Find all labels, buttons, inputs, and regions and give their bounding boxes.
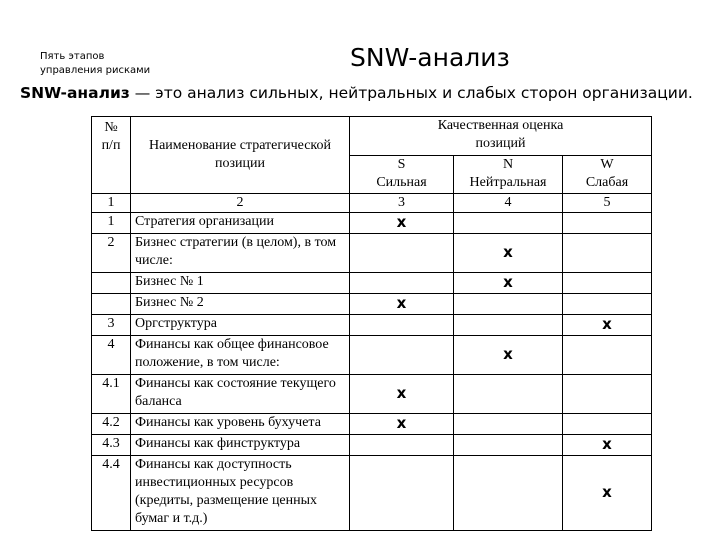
table-row	[92, 336, 652, 375]
row-number	[92, 273, 131, 294]
header-name	[131, 117, 350, 194]
header-num-line1: №	[104, 120, 118, 135]
position-name: Финансы как общее финансовое положение, в том числе:	[131, 336, 350, 375]
rating-cell-w	[563, 456, 652, 531]
header-w-line2: Слабая	[585, 174, 629, 190]
rating-cell-w	[563, 273, 652, 294]
header-row-1	[92, 117, 652, 156]
row-number: 2	[92, 234, 131, 273]
x-mark-icon: x	[396, 294, 407, 312]
rating-cell-w	[563, 336, 652, 375]
x-mark-icon: x	[396, 414, 407, 432]
header-num-line2: п/п	[101, 138, 121, 153]
snw-table	[91, 116, 652, 531]
header-s	[350, 155, 454, 194]
section-subtitle-line2: управления рисками	[40, 65, 151, 76]
rating-cell-s	[350, 273, 454, 294]
position-name: Стратегия организации	[131, 213, 350, 234]
header-n-line1: N	[502, 156, 514, 172]
slide-title: SNW-анализ	[350, 43, 510, 72]
position-name: Финансы как доступность инвестиционных ресурсов (кредиты, размещение ценных бумаг и т.д.)	[131, 456, 350, 531]
row-number: 4	[92, 336, 131, 375]
x-mark-icon: x	[602, 483, 612, 501]
row-number: 1	[92, 213, 131, 234]
table-row	[92, 273, 652, 294]
x-mark-icon: x	[602, 435, 612, 453]
rating-cell-n	[454, 273, 563, 294]
rating-cell-w	[563, 414, 652, 435]
rating-cell-n	[454, 435, 563, 456]
index-cell: 1	[92, 194, 131, 213]
table-row	[92, 234, 652, 273]
rating-cell-w	[563, 234, 652, 273]
position-name: Бизнес стратегии (в целом), в том числе:	[131, 234, 350, 273]
x-mark-icon: x	[396, 213, 407, 231]
header-group-line1: Качественная оценка	[437, 118, 564, 133]
row-number: 4.3	[92, 435, 131, 456]
rating-cell-s	[350, 234, 454, 273]
table-row	[92, 315, 652, 336]
header-name-line1: Наименование стратегической	[148, 138, 332, 153]
table-body	[92, 213, 652, 531]
rating-cell-s	[350, 375, 454, 414]
position-name: Финансы как состояние текущего баланса	[131, 375, 350, 414]
index-cell: 2	[131, 194, 350, 213]
rating-cell-n	[454, 375, 563, 414]
rating-cell-s	[350, 315, 454, 336]
rating-cell-w	[563, 315, 652, 336]
header-name-line2: позиции	[215, 156, 265, 171]
index-cell: 4	[454, 194, 563, 213]
rating-cell-s	[350, 456, 454, 531]
header-n	[454, 155, 563, 194]
index-cell: 5	[563, 194, 652, 213]
row-number: 4.2	[92, 414, 131, 435]
rating-cell-n	[454, 414, 563, 435]
row-number: 3	[92, 315, 131, 336]
rating-cell-n	[454, 456, 563, 531]
header-w	[563, 155, 652, 194]
table-row	[92, 294, 652, 315]
rating-cell-w	[563, 294, 652, 315]
rating-cell-n	[454, 234, 563, 273]
rating-cell-n	[454, 315, 563, 336]
table-row	[92, 375, 652, 414]
rating-cell-s	[350, 294, 454, 315]
header-s-line2: Сильная	[376, 174, 427, 190]
rating-cell-s	[350, 213, 454, 234]
index-cell: 3	[350, 194, 454, 213]
rating-cell-w	[563, 213, 652, 234]
position-name: Финансы как финструктура	[131, 435, 350, 456]
position-name: Финансы как уровень бухучета	[131, 414, 350, 435]
row-number	[92, 294, 131, 315]
section-subtitle	[40, 50, 150, 78]
table-row	[92, 213, 652, 234]
table-row	[92, 435, 652, 456]
header-n-line2: Нейтральная	[469, 174, 547, 190]
rating-cell-s	[350, 414, 454, 435]
rating-cell-s	[350, 435, 454, 456]
rating-cell-w	[563, 435, 652, 456]
header-num	[92, 117, 131, 194]
position-name: Оргструктура	[131, 315, 350, 336]
row-number: 4.1	[92, 375, 131, 414]
definition-body: — это анализ сильных, нейтральных и слабых сторон организации.	[129, 84, 693, 102]
index-row	[92, 194, 652, 213]
header-group	[350, 117, 652, 156]
table-row	[92, 414, 652, 435]
position-name: Бизнес № 2	[131, 294, 350, 315]
position-name: Бизнес № 1	[131, 273, 350, 294]
definition-term: SNW-анализ	[20, 84, 130, 102]
rating-cell-n	[454, 213, 563, 234]
rating-cell-n	[454, 336, 563, 375]
rating-cell-w	[563, 375, 652, 414]
rating-cell-s	[350, 336, 454, 375]
table-row	[92, 456, 652, 531]
row-number: 4.4	[92, 456, 131, 531]
x-mark-icon: x	[602, 315, 612, 333]
x-mark-icon: x	[503, 273, 513, 291]
x-mark-icon: x	[503, 243, 513, 261]
header-s-line1: S	[397, 156, 406, 172]
section-subtitle-line1: Пять этапов	[40, 51, 105, 62]
definition-text	[20, 84, 693, 102]
rating-cell-n	[454, 294, 563, 315]
x-mark-icon: x	[503, 345, 513, 363]
header-w-line1: W	[600, 156, 614, 172]
header-group-line2: позиций	[475, 136, 526, 151]
x-mark-icon: x	[396, 384, 407, 402]
